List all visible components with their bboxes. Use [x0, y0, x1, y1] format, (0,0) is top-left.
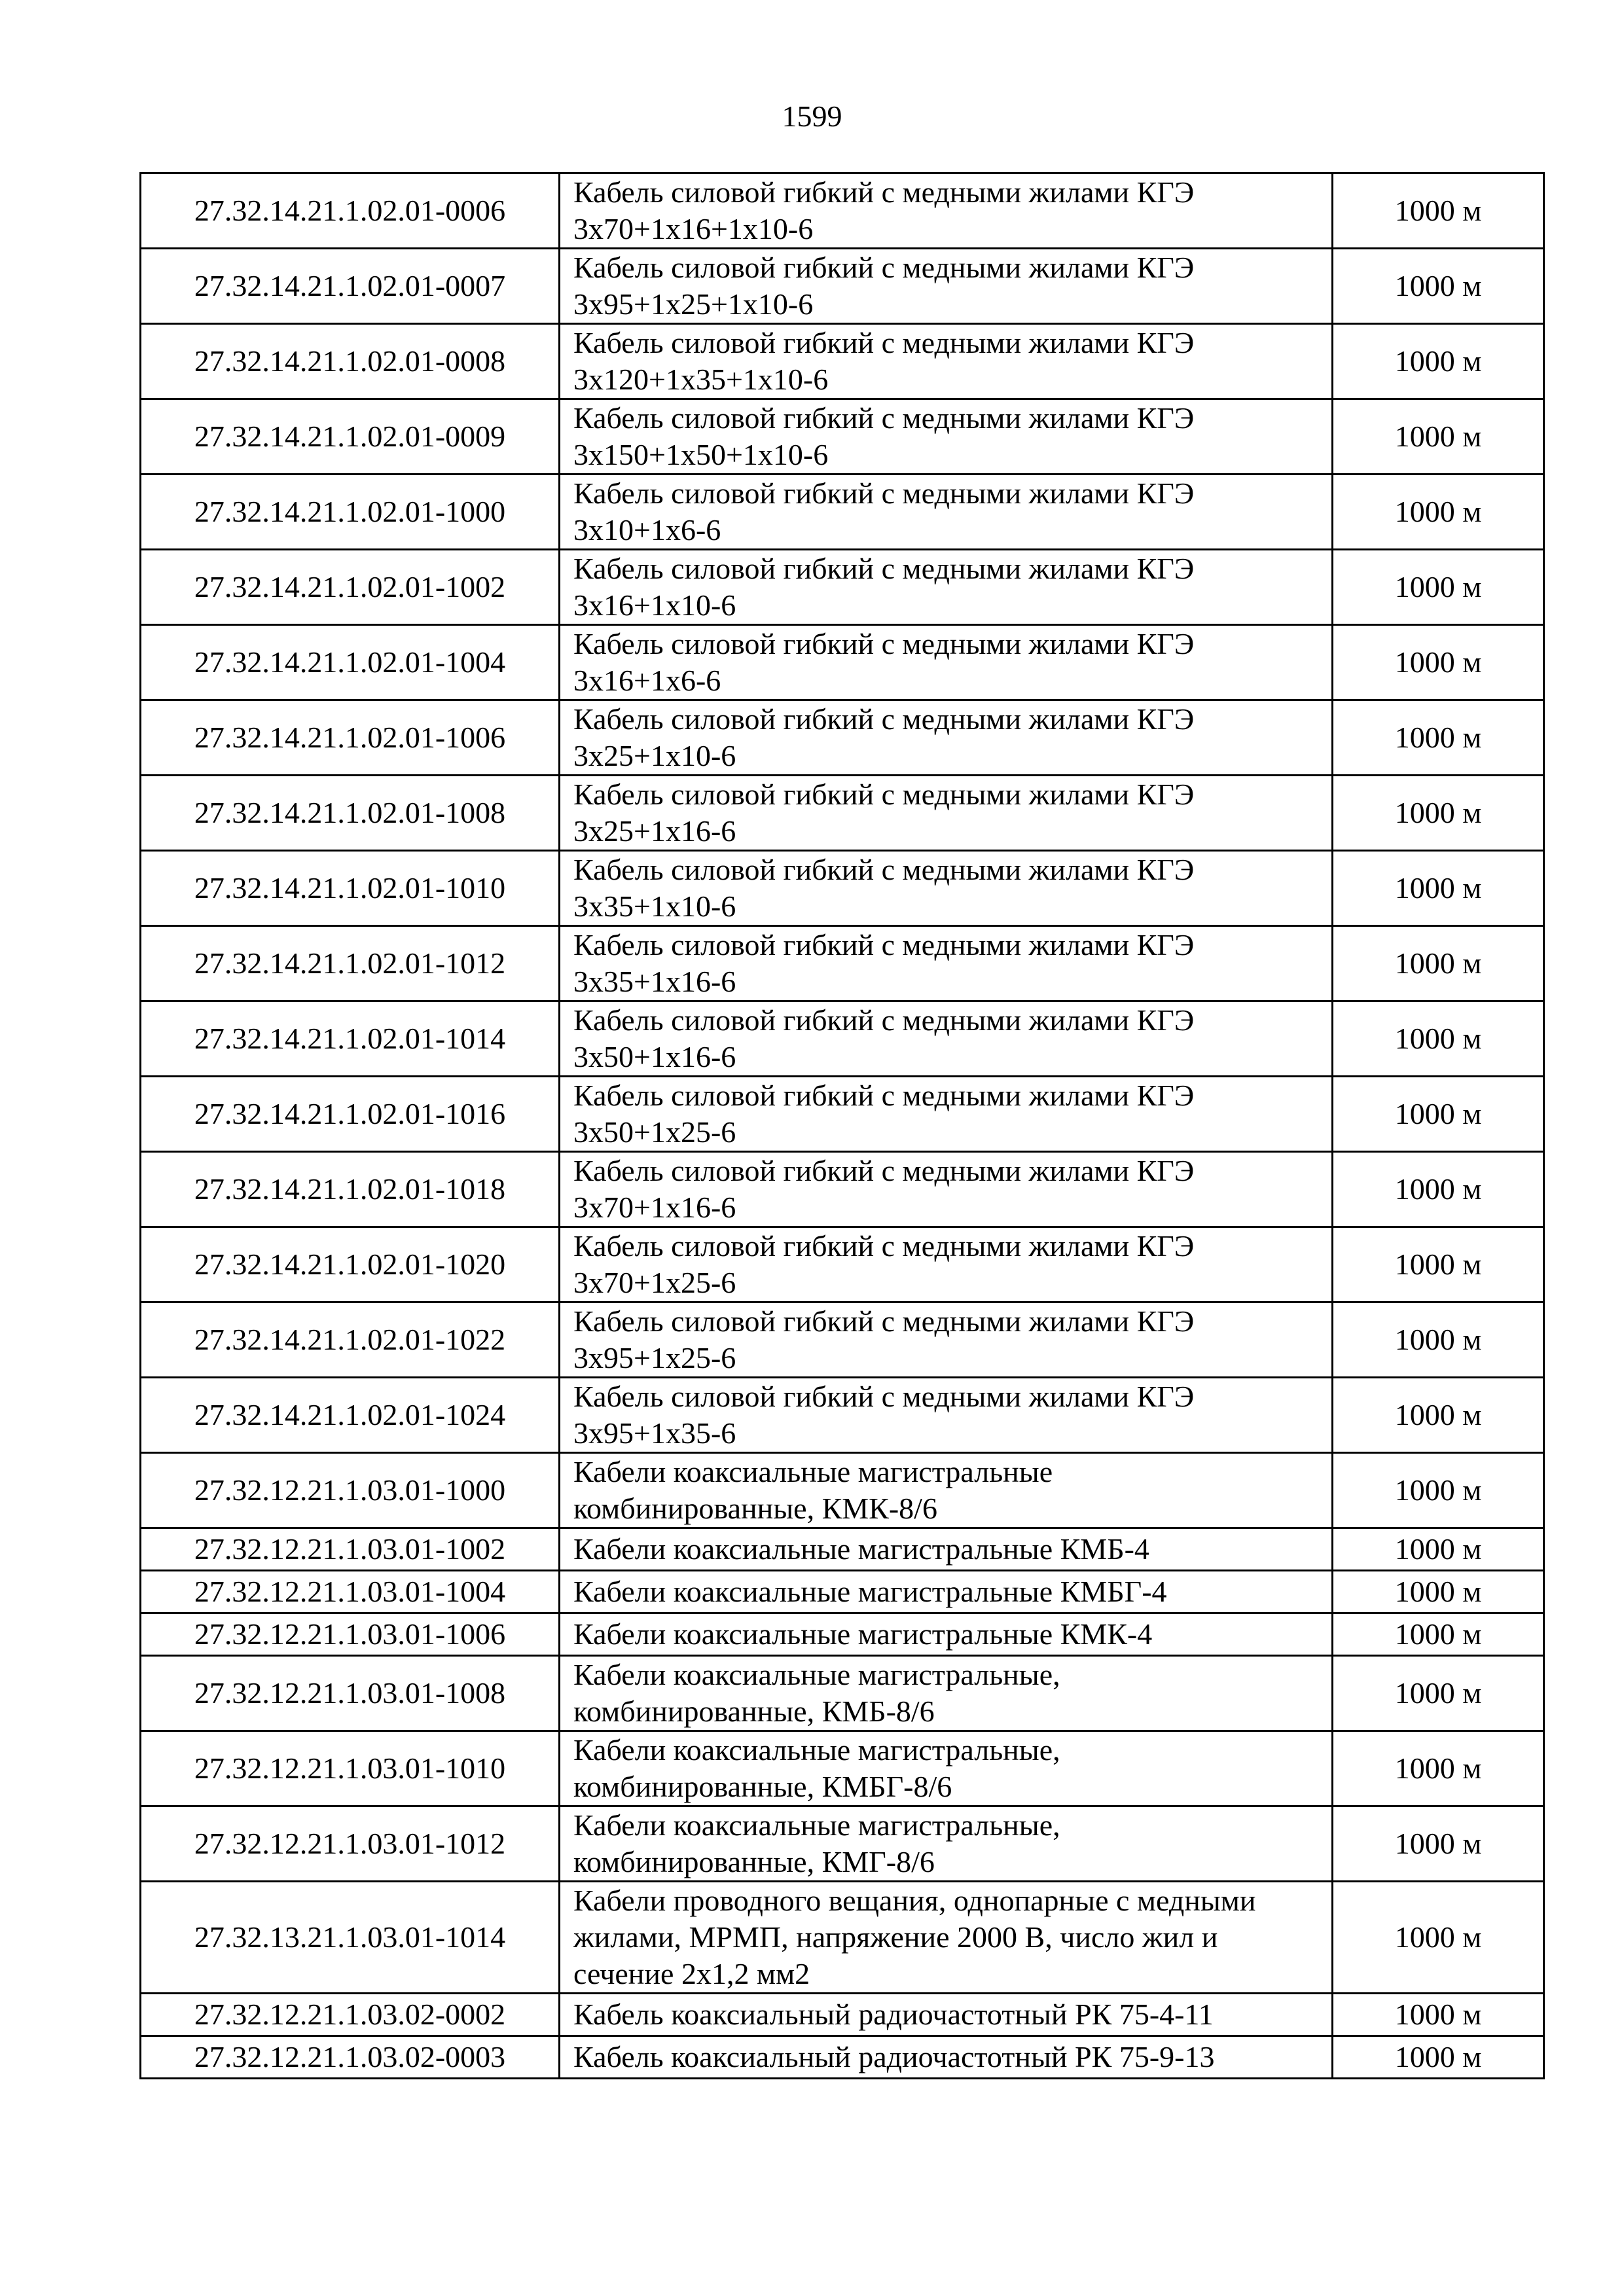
resource-code: 27.32.12.21.1.03.01-1004 [141, 1571, 560, 1613]
resource-description [560, 1227, 1333, 1302]
unit-of-measure: 1000 м [1333, 324, 1544, 399]
resource-code: 27.32.14.21.1.02.01-0009 [141, 399, 560, 475]
unit-of-measure: 1000 м [1333, 1378, 1544, 1453]
unit-of-measure: 1000 м [1333, 2036, 1544, 2079]
resource-code: 27.32.12.21.1.03.01-1006 [141, 1613, 560, 1656]
unit-of-measure: 1000 м [1333, 1302, 1544, 1378]
resource-description [560, 1001, 1333, 1077]
description-line: Кабель силовой гибкий с медными жилами КГЭ [573, 326, 1195, 359]
resource-description [560, 1731, 1333, 1806]
description-line: Кабель силовой гибкий с медными жилами КГЭ [573, 1380, 1195, 1413]
unit-of-measure: 1000 м [1333, 625, 1544, 700]
resource-code: 27.32.14.21.1.02.01-1004 [141, 625, 560, 700]
resource-code: 27.32.14.21.1.02.01-1014 [141, 1001, 560, 1077]
description-line: Кабель силовой гибкий с медными жилами КГЭ [573, 1304, 1195, 1338]
description-line: 3x70+1x16+1x10-6 [573, 212, 814, 245]
table-row [141, 173, 1544, 249]
description-line: Кабели коаксиальные магистральные [573, 1455, 1053, 1488]
description-line: Кабель силовой гибкий с медными жилами КГЭ [573, 702, 1195, 736]
table-row [141, 1882, 1544, 1994]
description-line: Кабели коаксиальные магистральные, [573, 1658, 1060, 1691]
table-row [141, 1227, 1544, 1302]
description-line: комбинированные, КМК-8/6 [573, 1492, 937, 1525]
unit-of-measure: 1000 м [1333, 1731, 1544, 1806]
table-row [141, 399, 1544, 475]
description-line: Кабель силовой гибкий с медными жилами КГЭ [573, 552, 1195, 585]
resource-description [560, 1613, 1333, 1656]
description-line: 3x70+1x16-6 [573, 1191, 736, 1224]
unit-of-measure: 1000 м [1333, 1656, 1544, 1731]
table-row [141, 1077, 1544, 1152]
unit-of-measure: 1000 м [1333, 926, 1544, 1001]
resource-code: 27.32.12.21.1.03.02-0002 [141, 1994, 560, 2036]
description-line: Кабели коаксиальные магистральные КМБГ-4 [573, 1575, 1167, 1608]
resource-code: 27.32.12.21.1.03.01-1010 [141, 1731, 560, 1806]
resource-description [560, 550, 1333, 625]
description-line: Кабель силовой гибкий с медными жилами КГЭ [573, 1229, 1195, 1263]
unit-of-measure: 1000 м [1333, 249, 1544, 324]
unit-of-measure: 1000 м [1333, 1453, 1544, 1528]
resource-description [560, 625, 1333, 700]
resource-code: 27.32.14.21.1.02.01-0008 [141, 324, 560, 399]
resource-code: 27.32.14.21.1.02.01-1006 [141, 700, 560, 776]
resource-code: 27.32.14.21.1.02.01-1008 [141, 776, 560, 851]
description-line: 3x50+1x16-6 [573, 1040, 736, 1073]
table-row [141, 1302, 1544, 1378]
table-row [141, 1528, 1544, 1571]
unit-of-measure: 1000 м [1333, 1077, 1544, 1152]
resource-code: 27.32.14.21.1.02.01-1020 [141, 1227, 560, 1302]
table-row [141, 776, 1544, 851]
resource-description [560, 1994, 1333, 2036]
table-row [141, 324, 1544, 399]
resource-code: 27.32.14.21.1.02.01-1010 [141, 851, 560, 926]
description-line: Кабель силовой гибкий с медными жилами КГЭ [573, 251, 1195, 284]
resource-code: 27.32.14.21.1.02.01-1016 [141, 1077, 560, 1152]
resource-code: 27.32.14.21.1.02.01-1012 [141, 926, 560, 1001]
unit-of-measure: 1000 м [1333, 399, 1544, 475]
resource-table [139, 172, 1545, 2079]
unit-of-measure: 1000 м [1333, 173, 1544, 249]
resource-description [560, 1571, 1333, 1613]
table-row [141, 1613, 1544, 1656]
description-line: Кабель коаксиальный радиочастотный РК 75-4-11 [573, 1998, 1214, 2031]
description-line: Кабели проводного вещания, однопарные с медными [573, 1884, 1256, 1917]
description-line: 3x25+1x16-6 [573, 814, 736, 848]
resource-code: 27.32.14.21.1.02.01-1018 [141, 1152, 560, 1227]
description-line: 3x70+1x25-6 [573, 1266, 736, 1299]
table-row [141, 1453, 1544, 1528]
table-row [141, 1152, 1544, 1227]
resource-description [560, 475, 1333, 550]
table-row [141, 625, 1544, 700]
page-number: 1599 [782, 99, 842, 133]
table-row [141, 851, 1544, 926]
unit-of-measure: 1000 м [1333, 1571, 1544, 1613]
resource-code: 27.32.12.21.1.03.01-1012 [141, 1806, 560, 1882]
unit-of-measure: 1000 м [1333, 1227, 1544, 1302]
unit-of-measure: 1000 м [1333, 1613, 1544, 1656]
description-line: Кабель силовой гибкий с медными жилами КГЭ [573, 476, 1195, 510]
unit-of-measure: 1000 м [1333, 475, 1544, 550]
description-line: Кабель силовой гибкий с медными жилами КГЭ [573, 1079, 1195, 1112]
table-row [141, 1571, 1544, 1613]
unit-of-measure: 1000 м [1333, 1528, 1544, 1571]
resource-description [560, 1882, 1333, 1994]
table-row [141, 926, 1544, 1001]
description-line: Кабель силовой гибкий с медными жилами КГЭ [573, 928, 1195, 961]
unit-of-measure: 1000 м [1333, 550, 1544, 625]
resource-description [560, 399, 1333, 475]
description-line: 3x10+1x6-6 [573, 513, 721, 547]
table-row [141, 1806, 1544, 1882]
resource-description [560, 1806, 1333, 1882]
unit-of-measure: 1000 м [1333, 1806, 1544, 1882]
description-line: 3x95+1x25-6 [573, 1341, 736, 1374]
resource-code: 27.32.14.21.1.02.01-1024 [141, 1378, 560, 1453]
description-line: сечение 2x1,2 мм2 [573, 1957, 810, 1990]
description-line: Кабель силовой гибкий с медными жилами КГЭ [573, 853, 1195, 886]
resource-description [560, 173, 1333, 249]
description-line: 3x50+1x25-6 [573, 1115, 736, 1149]
description-line: комбинированные, КМБ-8/6 [573, 1695, 935, 1728]
resource-description [560, 1378, 1333, 1453]
description-line: Кабель силовой гибкий с медными жилами КГЭ [573, 401, 1195, 435]
description-line: 3x95+1x35-6 [573, 1416, 736, 1450]
description-line: жилами, МРМП, напряжение 2000 В, число жил и [573, 1920, 1218, 1954]
table-row [141, 1731, 1544, 1806]
description-line: 3x16+1x6-6 [573, 664, 721, 697]
resource-description [560, 1077, 1333, 1152]
resource-code: 27.32.14.21.1.02.01-1002 [141, 550, 560, 625]
resource-code: 27.32.12.21.1.03.01-1002 [141, 1528, 560, 1571]
resource-code: 27.32.14.21.1.02.01-1022 [141, 1302, 560, 1378]
description-line: Кабели коаксиальные магистральные КМБ-4 [573, 1532, 1149, 1566]
resource-description [560, 776, 1333, 851]
resource-description [560, 1656, 1333, 1731]
description-line: 3x25+1x10-6 [573, 739, 736, 772]
unit-of-measure: 1000 м [1333, 700, 1544, 776]
resource-description [560, 1302, 1333, 1378]
resource-description [560, 324, 1333, 399]
description-line: Кабель силовой гибкий с медными жилами КГЭ [573, 175, 1195, 209]
resource-description [560, 2036, 1333, 2079]
description-line: Кабель силовой гибкий с медными жилами КГЭ [573, 1154, 1195, 1187]
table-row [141, 2036, 1544, 2079]
unit-of-measure: 1000 м [1333, 1001, 1544, 1077]
description-line: Кабель силовой гибкий с медными жилами КГЭ [573, 627, 1195, 660]
resource-code: 27.32.12.21.1.03.01-1008 [141, 1656, 560, 1731]
resource-description [560, 700, 1333, 776]
unit-of-measure: 1000 м [1333, 776, 1544, 851]
table-row [141, 1656, 1544, 1731]
table-row [141, 700, 1544, 776]
description-line: 3x35+1x10-6 [573, 889, 736, 923]
description-line: Кабель коаксиальный радиочастотный РК 75-9-13 [573, 2040, 1215, 2073]
resource-code: 27.32.12.21.1.03.01-1000 [141, 1453, 560, 1528]
description-line: 3x150+1x50+1x10-6 [573, 438, 829, 471]
description-line: 3x95+1x25+1x10-6 [573, 287, 814, 321]
resource-code: 27.32.14.21.1.02.01-0007 [141, 249, 560, 324]
resource-description [560, 1453, 1333, 1528]
description-line: 3x120+1x35+1x10-6 [573, 363, 829, 396]
resource-description [560, 1152, 1333, 1227]
resource-code: 27.32.13.21.1.03.01-1014 [141, 1882, 560, 1994]
table-row [141, 1001, 1544, 1077]
resource-description [560, 926, 1333, 1001]
description-line: Кабель силовой гибкий с медными жилами КГЭ [573, 1003, 1195, 1037]
description-line: Кабели коаксиальные магистральные КМК-4 [573, 1617, 1153, 1651]
table-row [141, 1994, 1544, 2036]
table-row [141, 1378, 1544, 1453]
description-line: комбинированные, КМБГ-8/6 [573, 1770, 952, 1803]
resource-description [560, 851, 1333, 926]
unit-of-measure: 1000 м [1333, 1152, 1544, 1227]
unit-of-measure: 1000 м [1333, 1882, 1544, 1994]
resource-code: 27.32.12.21.1.03.02-0003 [141, 2036, 560, 2079]
resource-description [560, 249, 1333, 324]
description-line: Кабель силовой гибкий с медными жилами КГЭ [573, 778, 1195, 811]
description-line: 3x35+1x16-6 [573, 965, 736, 998]
resource-description [560, 1528, 1333, 1571]
table-row [141, 249, 1544, 324]
table-row [141, 550, 1544, 625]
resource-code: 27.32.14.21.1.02.01-0006 [141, 173, 560, 249]
table-body [141, 173, 1544, 2079]
description-line: Кабели коаксиальные магистральные, [573, 1733, 1060, 1767]
description-line: комбинированные, КМГ-8/6 [573, 1845, 935, 1878]
unit-of-measure: 1000 м [1333, 1994, 1544, 2036]
description-line: 3x16+1x10-6 [573, 588, 736, 622]
resource-code: 27.32.14.21.1.02.01-1000 [141, 475, 560, 550]
unit-of-measure: 1000 м [1333, 851, 1544, 926]
table-row [141, 475, 1544, 550]
description-line: Кабели коаксиальные магистральные, [573, 1808, 1060, 1842]
